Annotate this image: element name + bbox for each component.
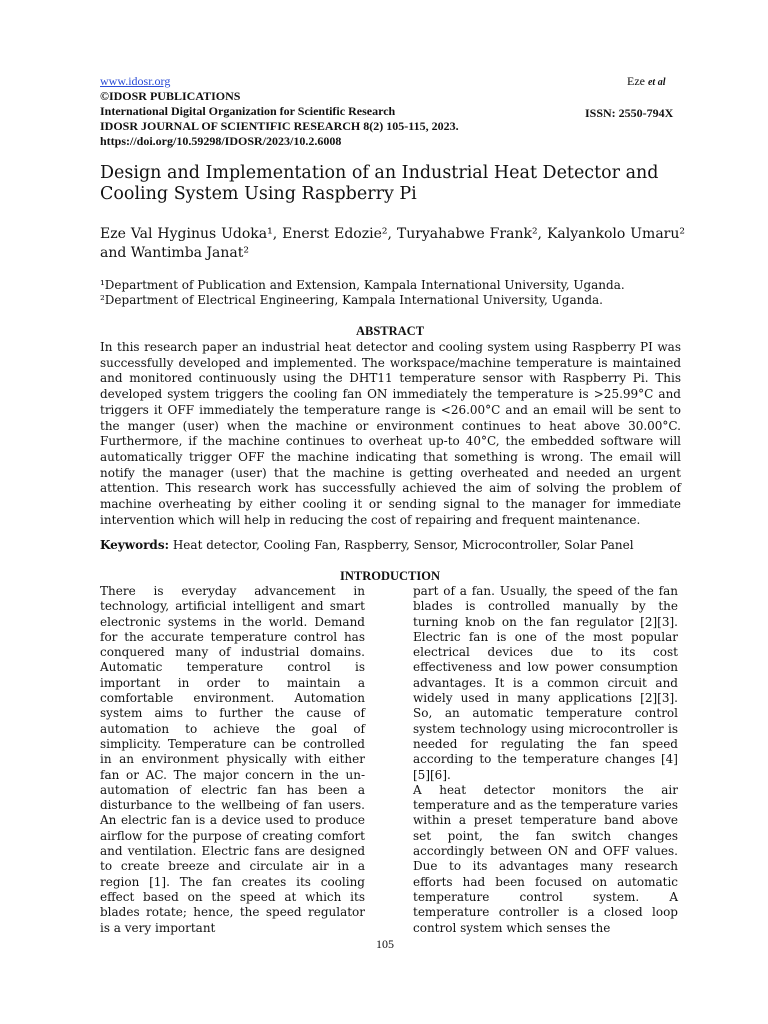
page-number: 105 — [376, 937, 394, 951]
intro-paragraph-1: There is everyday advancement in technology, artificial intelligent and smart electronic systems in the world. Demand for the accurate temperature control has conquered many of industrial domains. Automatic temperature control is important in order to maintain a comfortable environment. Automation system aims to further the cause of automation to achieve the goal of simplicity. Temperature can be controlled in an environment physically with either fan or AC. The major concern in the un-automation of electric fan has been a disturbance to the wellbeing of fan users. An electric fan is a device used to produce airflow for the purpose of creating comfort and ventilation. Electric fans are designed to create breeze and circulate air in a region [1]. The fan creates its cooling effect based on the speed at which its blades rotate; hence, the speed regulator is a very important — [100, 584, 365, 935]
author-list: Eze Val Hyginus Udoka¹, Enerst Edozie², Turyahabwe Frank², Kalyankolo Umaru² and Wantimba Janat² — [100, 226, 685, 261]
intro-left-column — [100, 584, 365, 936]
introduction-heading: INTRODUCTION — [339, 569, 440, 583]
intro-right-column — [413, 584, 678, 936]
issn-label: ISSN: 2550-794X — [585, 106, 674, 120]
running-author-etal: et al — [647, 77, 666, 88]
organization-line: International Digital Organization for Scientific Research — [100, 104, 396, 118]
keywords-label: Keywords: — [100, 538, 170, 552]
intro-paragraph-3: A heat detector monitors the air temperature and as the temperature varies within a preset temperature band above set point, the fan switch changes accordingly between ON and OFF values. Due to its advantages many research efforts had been focused on automatic temperature control system. A temperature controller is a closed loop control system which senses the — [413, 782, 678, 935]
abstract-text: In this research paper an industrial heat detector and cooling system using Raspberry PI was successfully developed and implemented. The workspace/machine temperature is maintained and monitored continuously using the DHT11 temperature sensor with Raspberry Pi. This developed system triggers the cooling fan ON immediately the temperature is >25.99°C and triggers it OFF immediately the temperature range is <26.00°C and an email will be sent to the manger (user) when the machine or environment continues to heat above 30.00°C. Furthermore, if the machine continues to overheat up-to 40°C, the embedded software will automatically trigger OFF the machine indicating that something is wrong. The email will notify the manager (user) that the machine is getting overheated and needed an urgent attention. This research work has successfully achieved the aim of solving the problem of machine overheating by either cooling it or sending signal to the manager for immediate intervention which will help in reducing the cost of repairing and frequent maintenance. — [100, 340, 681, 527]
keywords-list: Heat detector, Cooling Fan, Raspberry, Sensor, Microcontroller, Solar Panel — [172, 538, 634, 552]
doi-line[interactable]: https://doi.org/10.59298/IDOSR/2023/10.2.6008 — [100, 134, 342, 148]
website-link[interactable]: www.idosr.org — [100, 74, 171, 88]
affiliation-2: ²Department of Electrical Engineering, Kampala International University, Uganda. — [100, 293, 603, 307]
affiliation-1: ¹Department of Publication and Extension, Kampala International University, Uganda. — [100, 278, 625, 292]
journal-header — [100, 74, 459, 149]
paper-title: Design and Implementation of an Industrial Heat Detector and Cooling System Using Raspberry Pi — [100, 163, 659, 204]
abstract-heading: ABSTRACT — [355, 324, 425, 338]
publisher-line: ©IDOSR PUBLICATIONS — [100, 89, 241, 103]
journal-line: IDOSR JOURNAL OF SCIENTIFIC RESEARCH 8(2) 105-115, 2023. — [100, 119, 459, 133]
intro-paragraph-2: part of a fan. Usually, the speed of the fan blades is controlled manually by the turning knob on the fan regulator [2][3]. Electric fan is one of the most popular electrical devices due to its cost effectiveness and low power consumption advantages. It is a common circuit and widely used in many applications [2][3]. So, an automatic temperature control system technology using microcontroller is needed for regulating the fan speed according to the temperature changes [4][5][6]. — [413, 584, 678, 782]
running-author — [627, 74, 665, 89]
running-author-name: Eze — [627, 74, 645, 88]
keywords-line — [100, 538, 681, 553]
